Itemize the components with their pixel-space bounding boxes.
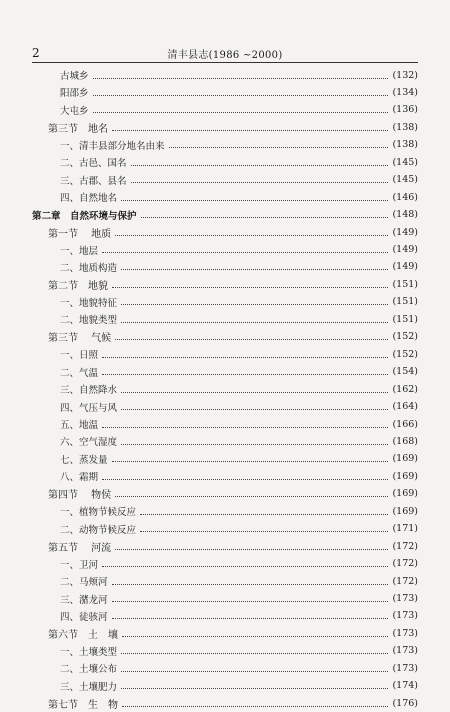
toc-entry-page: (164) xyxy=(392,401,418,413)
toc-entry-page: (173) xyxy=(392,662,418,674)
toc-entry-title: 二、气温 xyxy=(60,367,99,379)
toc-entry-title: 一、清丰县部分地名由来 xyxy=(60,140,165,152)
toc-entry-title: 二、动物节候反应 xyxy=(60,524,137,536)
toc-entry-page: (138) xyxy=(392,121,418,133)
toc-entry-title: 三、潴龙河 xyxy=(60,594,108,606)
dot-leader xyxy=(121,653,388,654)
toc-entry-page: (174) xyxy=(392,680,418,692)
toc-entry xyxy=(0,590,450,608)
toc-entry xyxy=(0,310,450,328)
dot-leader xyxy=(121,688,388,689)
dot-leader xyxy=(121,269,388,270)
toc-entry-title: 古城乡 xyxy=(60,71,89,82)
toc-entry-page: (169) xyxy=(392,488,418,500)
toc-entry xyxy=(0,450,450,468)
dot-leader xyxy=(112,287,388,288)
toc-entry-page: (169) xyxy=(392,505,418,517)
dot-leader xyxy=(93,112,389,113)
page-header xyxy=(0,0,450,60)
toc-entry-page: (138) xyxy=(392,139,418,151)
toc-entry-title: 第一节 地质 xyxy=(48,228,112,240)
toc-entry xyxy=(0,171,450,189)
dot-leader xyxy=(112,461,389,462)
toc-entry-page: (172) xyxy=(392,540,418,552)
toc-entry-title: 第三节 地名 xyxy=(48,123,108,135)
toc-entry xyxy=(0,136,450,154)
toc-entry-page: (171) xyxy=(392,523,418,535)
toc-entry-title: 二、地貌类型 xyxy=(60,315,118,327)
toc-entry-title: 二、地质构造 xyxy=(60,262,118,274)
toc-entry-title: 一、植物节候反应 xyxy=(60,507,137,519)
toc-entry-page: (173) xyxy=(392,645,418,657)
dot-leader xyxy=(121,671,388,672)
toc-entry-title: 第三节 气候 xyxy=(48,333,112,345)
toc-entry xyxy=(0,485,450,503)
toc-entry-title: 大屯乡 xyxy=(60,105,89,117)
toc-entry-page: (169) xyxy=(392,470,418,482)
toc-entry xyxy=(0,694,450,712)
toc-entry-title: 六、空气湿度 xyxy=(60,437,118,449)
toc-entry xyxy=(0,537,450,555)
toc-entry-page: (149) xyxy=(392,226,418,238)
toc-entry-page: (149) xyxy=(392,261,418,273)
dot-leader xyxy=(112,584,389,585)
dot-leader xyxy=(93,78,389,79)
toc-entry-title: 二、马颊河 xyxy=(60,577,108,589)
toc-entry xyxy=(0,153,450,171)
toc-entry-page: (152) xyxy=(392,331,418,343)
dot-leader xyxy=(102,252,388,253)
toc-entry-title: 一、日照 xyxy=(60,350,99,362)
toc-entry-title: 一、卫河 xyxy=(60,559,99,571)
toc-entry-page: (172) xyxy=(392,575,418,587)
dot-leader xyxy=(112,601,389,602)
dot-leader xyxy=(115,549,388,550)
dot-leader xyxy=(131,165,389,166)
toc-entry-page: (145) xyxy=(392,156,418,168)
toc-entry-page: (172) xyxy=(392,558,418,570)
toc-entry xyxy=(0,206,450,224)
toc-entry-page: (146) xyxy=(392,191,418,203)
toc-entry-page: (173) xyxy=(392,593,418,604)
dot-leader xyxy=(122,706,388,707)
toc-entry xyxy=(0,363,450,381)
toc-entry xyxy=(0,555,450,573)
toc-entry-title: 第五节 河流 xyxy=(48,542,112,554)
dot-leader xyxy=(115,235,388,236)
dot-leader xyxy=(121,304,388,305)
dot-leader xyxy=(102,357,388,358)
toc-entry-title: 二、古邑、国名 xyxy=(60,158,127,170)
toc-entry-page: (173) xyxy=(392,627,418,639)
dot-leader xyxy=(121,444,388,445)
dot-leader xyxy=(102,427,388,428)
dot-leader xyxy=(115,339,388,340)
toc-entry xyxy=(0,572,450,590)
toc-entry xyxy=(0,328,450,346)
dot-leader xyxy=(121,392,388,393)
toc-entry xyxy=(0,101,450,119)
dot-leader xyxy=(112,130,388,131)
toc-entry xyxy=(0,467,450,485)
toc-entry-page: (154) xyxy=(392,366,418,378)
toc-entry-page: (149) xyxy=(392,244,418,255)
toc-entry-page: (166) xyxy=(392,418,418,430)
toc-entry-page: (151) xyxy=(392,278,418,290)
toc-entry xyxy=(0,642,450,660)
dot-leader xyxy=(141,217,389,218)
dot-leader xyxy=(121,200,388,201)
toc-entry xyxy=(0,241,450,259)
toc-entry-title: 第二章 自然环境与保护 xyxy=(32,210,137,222)
toc-entry xyxy=(0,677,450,695)
toc-entry xyxy=(0,66,450,84)
toc-entry-page: (169) xyxy=(392,453,418,465)
toc-entry xyxy=(0,432,450,450)
dot-leader xyxy=(131,182,389,183)
dot-leader xyxy=(102,374,388,375)
dot-leader xyxy=(140,514,388,515)
toc-entry-title: 二、土壤公布 xyxy=(60,664,118,676)
toc-entry-title: 八、霜期 xyxy=(60,472,99,484)
toc-entry-title: 第二节 地貌 xyxy=(48,280,108,292)
toc-entry xyxy=(0,118,450,136)
toc-entry-title: 阳邵乡 xyxy=(60,88,89,100)
toc-entry xyxy=(0,624,450,642)
toc-entry xyxy=(0,380,450,398)
toc-entry-title: 一、地貌特征 xyxy=(60,297,118,309)
toc-entry-title: 七、蒸发量 xyxy=(60,454,108,466)
header-rule xyxy=(32,62,418,63)
toc-entry-page: (145) xyxy=(392,174,418,186)
dot-leader xyxy=(93,95,389,96)
toc-entry xyxy=(0,398,450,416)
toc-entry-title: 一、地层 xyxy=(60,245,99,257)
toc-entry-page: (173) xyxy=(392,610,418,622)
toc-entry-page: (148) xyxy=(392,209,418,221)
running-title: 清丰县志(1986 ~2000) xyxy=(167,50,283,61)
toc-entry-page: (136) xyxy=(392,104,418,116)
toc-entry-page: (176) xyxy=(392,697,418,709)
toc-entry-title: 第七节 生 物 xyxy=(48,699,118,711)
toc-entry-title: 一、土壤类型 xyxy=(60,646,118,658)
dot-leader xyxy=(140,531,388,532)
toc-entry-title: 第四节 物侯 xyxy=(48,490,112,502)
dot-leader xyxy=(169,147,389,148)
toc-entry-title: 四、气压与风 xyxy=(60,402,118,414)
toc-entry xyxy=(0,520,450,538)
toc-entry-page: (152) xyxy=(392,348,418,360)
toc-entry-title: 四、徒骇河 xyxy=(60,611,108,623)
toc-entry xyxy=(0,275,450,293)
toc-entry-page: (162) xyxy=(392,383,418,395)
toc-entry xyxy=(0,345,450,363)
toc-entry-title: 五、地温 xyxy=(60,420,99,431)
toc-entry-title: 第六节 土 壤 xyxy=(48,629,118,641)
toc-entry xyxy=(0,188,450,206)
toc-entry xyxy=(0,415,450,433)
dot-leader xyxy=(121,409,388,410)
toc-entry-page: (168) xyxy=(392,435,418,447)
toc-entry-title: 三、自然降水 xyxy=(60,385,118,397)
dot-leader xyxy=(102,479,388,480)
toc-entry-page: (151) xyxy=(392,296,418,308)
toc-entry xyxy=(0,659,450,677)
toc-entry-page: (151) xyxy=(392,313,418,325)
toc-entry-title: 三、古郡、县名 xyxy=(60,175,127,187)
toc-entry-title: 四、自然地名 xyxy=(60,193,118,205)
toc-entry xyxy=(0,502,450,520)
dot-leader xyxy=(112,618,389,619)
dot-leader xyxy=(102,566,388,567)
toc-entry xyxy=(0,293,450,311)
dot-leader xyxy=(115,496,388,497)
toc-entry xyxy=(0,223,450,241)
toc-entry xyxy=(0,83,450,101)
toc-entry-page: (132) xyxy=(392,69,418,81)
toc-entry xyxy=(0,607,450,625)
page-number: 2 xyxy=(32,46,40,60)
toc-entry-page: (134) xyxy=(392,86,418,98)
dot-leader xyxy=(122,636,388,637)
dot-leader xyxy=(121,322,388,323)
toc-entry xyxy=(0,258,450,276)
toc-entry-title: 三、土壤肥力 xyxy=(60,681,118,693)
